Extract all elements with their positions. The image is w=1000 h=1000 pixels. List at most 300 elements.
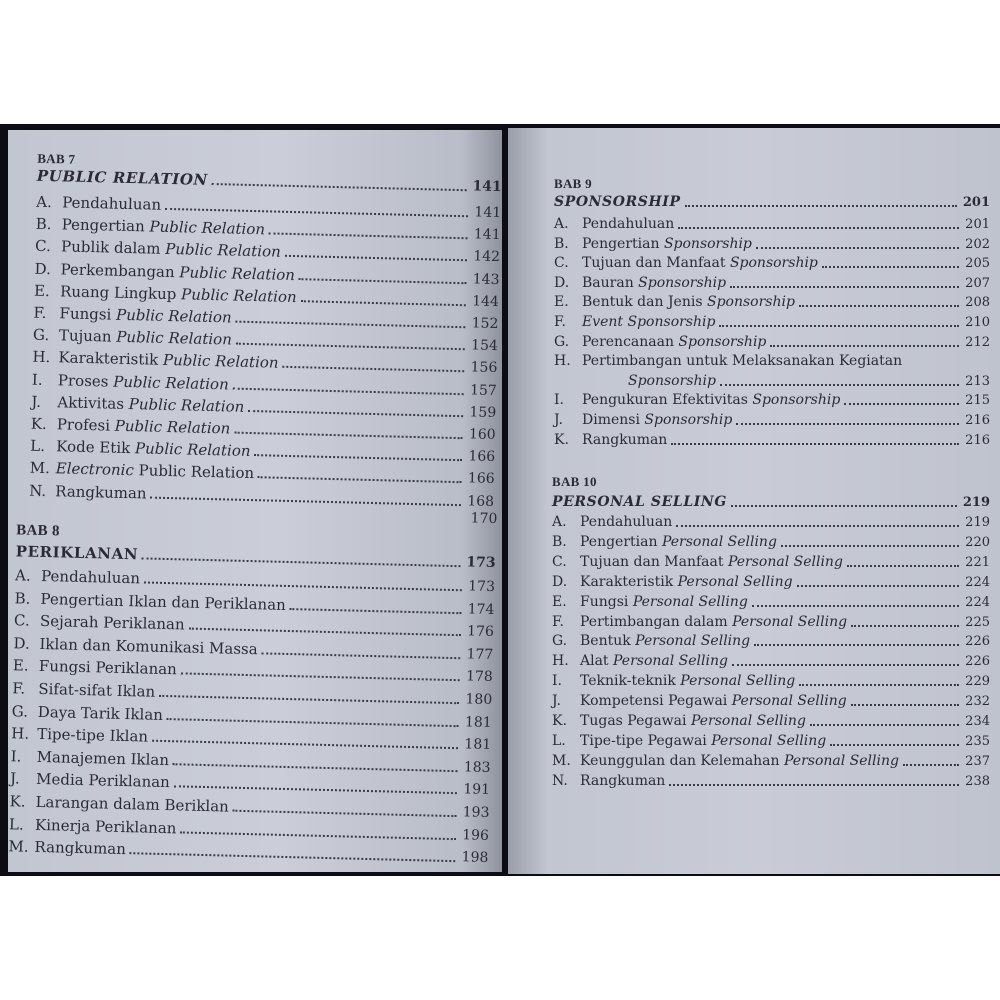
- toc-entry: [554, 294, 990, 311]
- entry-title: [36, 748, 169, 769]
- entry-italic-term: Public Relation: [109, 416, 231, 438]
- entry-italic-term: Public Relation: [111, 305, 232, 327]
- toc-entry: [554, 373, 990, 390]
- leader-dots: [233, 387, 464, 395]
- chapter-number: BAB 7: [37, 150, 76, 167]
- page-number: 221: [965, 554, 990, 570]
- entry-italic-term: Personal Selling: [727, 613, 848, 630]
- toc-entry: [552, 594, 990, 611]
- leader-dots: [731, 505, 957, 507]
- entry-text: Pendahuluan: [580, 514, 673, 530]
- entry-text: Sejarah Periklanan: [39, 612, 185, 634]
- entry-letter: N.: [552, 772, 568, 789]
- entry-letter: B.: [554, 235, 569, 252]
- chapter-title: PERIKLANAN: [15, 542, 139, 564]
- page-number: 201: [962, 195, 990, 210]
- toc-entry: [554, 392, 990, 409]
- entry-italic-term: Event Sponsorship: [582, 314, 716, 330]
- entry-letter: F.: [12, 679, 26, 698]
- entry-italic-term: Personal Selling: [706, 732, 827, 749]
- entry-title: [57, 393, 244, 416]
- entry-title: [35, 815, 177, 836]
- page-number: 181: [464, 713, 492, 731]
- leader-dots: [830, 744, 959, 746]
- entry-title: [580, 733, 826, 750]
- page-number: 193: [462, 804, 490, 821]
- leader-dots: [212, 183, 467, 191]
- page-number: 226: [965, 654, 990, 670]
- toc-entry: [552, 773, 990, 790]
- page-number: 174: [467, 600, 495, 618]
- entry-text: Kompetensi Pegawai: [580, 693, 728, 710]
- page-number: 229: [965, 674, 990, 690]
- toc-entry: [552, 554, 990, 571]
- page-number: 142: [473, 248, 501, 266]
- entry-title: [36, 770, 170, 791]
- entry-text: Sifat-sifat Iklan: [38, 679, 156, 701]
- page-number: 166: [467, 470, 495, 488]
- entry-letter: A.: [554, 216, 569, 232]
- page-number: 160: [468, 426, 496, 444]
- entry-letter: G.: [554, 333, 570, 350]
- page-number: 141: [473, 226, 501, 244]
- toc-entry: [554, 255, 990, 272]
- left-page: [8, 130, 502, 872]
- entry-text: Fungsi: [59, 304, 112, 324]
- page-number: 168: [467, 492, 495, 510]
- page-number: 173: [468, 578, 496, 596]
- page-number: 213: [965, 373, 990, 389]
- leader-dots: [254, 454, 462, 461]
- page-number: 224: [965, 574, 990, 590]
- page-number: 210: [965, 315, 990, 330]
- leader-dots: [720, 384, 959, 386]
- toc-entry: [554, 236, 990, 253]
- entry-letter: H.: [11, 724, 30, 743]
- page-number: 234: [965, 714, 990, 729]
- entry-text: Tipe-tipe Pegawai: [580, 732, 707, 749]
- entry-text: Keunggulan dan Kelemahan: [580, 752, 780, 769]
- entry-italic-term: Sponsorship: [725, 255, 818, 272]
- entry-title: [582, 255, 818, 272]
- entry-text: Tugas Pegawai: [580, 713, 687, 729]
- entry-text: Pengertian: [580, 533, 658, 550]
- entry-letter: E.: [554, 294, 569, 311]
- entry-letter: B.: [14, 588, 31, 608]
- leader-dots: [234, 432, 463, 440]
- leader-dots: [248, 410, 463, 417]
- leader-dots: [165, 208, 468, 217]
- entry-letter: G.: [11, 701, 29, 721]
- page-number: 143: [472, 270, 500, 288]
- entry-text: Kode Etik: [56, 437, 131, 458]
- entry-italic-term: Public Relation: [123, 394, 245, 416]
- entry-italic-term: Public Relation: [144, 217, 266, 239]
- entry-letter: G.: [32, 325, 50, 345]
- entry-italic-term: Public Relation: [174, 262, 296, 284]
- entry-title: [582, 216, 674, 233]
- toc-entry: [554, 412, 990, 429]
- entry-letter: A.: [552, 514, 567, 530]
- entry-italic-term: Sponsorship: [659, 235, 752, 252]
- entry-italic-term: Personal Selling: [727, 693, 847, 710]
- entry-letter: M.: [8, 837, 29, 856]
- toc-entry: [552, 633, 990, 650]
- entry-title: [580, 773, 665, 790]
- entry-letter: K.: [30, 414, 48, 434]
- page-number: 205: [965, 256, 990, 272]
- entry-italic-term: Public Relation: [111, 327, 233, 349]
- page-number: 152: [471, 315, 499, 333]
- entry-text: Perencanaan: [582, 333, 674, 350]
- page-number: 180: [465, 691, 493, 708]
- entry-title: [580, 653, 728, 670]
- entry-text: Pertimbangan dalam: [580, 613, 728, 630]
- entry-title: [34, 838, 126, 858]
- entry-text: Alat: [580, 653, 609, 670]
- chapter-title: PUBLIC RELATION: [36, 166, 209, 189]
- entry-italic-term: Sponsorship: [628, 372, 716, 389]
- entry-title: [582, 412, 732, 429]
- entry-text: Dimensi: [582, 412, 640, 428]
- entry-italic-term: Personal Selling: [630, 633, 751, 650]
- entry-title: [582, 432, 667, 449]
- entry-title: [41, 567, 140, 587]
- leader-dots: [822, 266, 959, 268]
- leader-dots: [810, 724, 959, 726]
- chapter-number: BAB 10: [552, 474, 597, 489]
- entry-title: [580, 693, 847, 710]
- entry-title: [60, 282, 297, 306]
- leader-dots: [847, 565, 959, 567]
- toc-entry: [554, 432, 990, 449]
- page-number: 212: [965, 334, 990, 350]
- page-number: 144: [472, 293, 500, 310]
- toc-entry: [552, 574, 990, 591]
- leader-dots: [799, 305, 959, 307]
- entry-letter: H.: [32, 348, 51, 367]
- entry-letter: D.: [554, 274, 570, 291]
- entry-title: [582, 334, 766, 351]
- entry-italic-term: Sponsorship: [639, 412, 733, 428]
- page-number: 202: [965, 236, 990, 252]
- entry-text: Tujuan dan Manfaat: [580, 553, 724, 570]
- chapter-number: BAB 9: [554, 176, 592, 191]
- leader-dots: [180, 831, 456, 840]
- page-number: 225: [965, 614, 990, 630]
- entry-letter: B.: [35, 214, 52, 234]
- page-number: 208: [965, 295, 990, 311]
- leader-dots: [851, 704, 959, 706]
- right-page: [508, 128, 1000, 874]
- entry-italic-term: Public Relation: [176, 284, 297, 306]
- entry-title: [582, 392, 840, 409]
- entry-letter: H.: [552, 653, 569, 670]
- entry-italic-term: Public Relation: [129, 439, 251, 461]
- entry-title: [580, 633, 750, 650]
- entry-text: Publik dalam: [60, 237, 161, 259]
- entry-letter: D.: [13, 634, 30, 653]
- entry-italic-term: Personal Selling: [673, 573, 793, 590]
- leader-dots: [781, 545, 959, 547]
- leader-dots: [719, 325, 959, 327]
- entry-italic-term: Personal Selling: [628, 593, 748, 610]
- entry-text: Ruang Lingkup: [59, 282, 177, 303]
- entry-title: [35, 793, 229, 816]
- entry-text: Teknik-teknik: [580, 673, 676, 690]
- leader-dots: [671, 443, 959, 445]
- entry-title: [57, 415, 231, 437]
- page-number: 215: [965, 393, 990, 409]
- entry-title: [61, 238, 281, 261]
- entry-title: [582, 275, 726, 292]
- leader-dots: [754, 644, 959, 646]
- page-number: 157: [469, 381, 497, 399]
- leader-dots: [797, 585, 960, 587]
- page-number: 198: [461, 849, 489, 867]
- entry-text: Public Relation: [133, 461, 255, 483]
- entry-italic-term: Public Relation: [160, 240, 281, 262]
- entry-title: [580, 554, 843, 571]
- entry-letter: A.: [14, 566, 31, 585]
- page-number: 226: [965, 634, 990, 650]
- leader-dots: [669, 784, 959, 786]
- entry-title: [582, 236, 752, 253]
- leader-dots: [174, 786, 458, 795]
- entry-italic-term: Personal Selling: [608, 653, 728, 670]
- entry-text: Bentuk dan Jenis: [582, 294, 703, 311]
- page-number: 173: [466, 554, 496, 572]
- entry-letter: C.: [554, 255, 569, 272]
- entry-text: Profesi: [56, 415, 111, 435]
- toc-entry: [552, 753, 990, 770]
- entry-text: Fungsi: [580, 593, 629, 610]
- entry-letter: J.: [9, 769, 20, 788]
- entry-italic-term: Personal Selling: [779, 752, 899, 769]
- entry-letter: L.: [552, 732, 566, 749]
- page-number: 181: [464, 736, 492, 754]
- entry-title: [58, 371, 229, 393]
- page-number: 170: [470, 510, 498, 527]
- entry-letter: L.: [30, 436, 46, 456]
- leader-dots: [189, 628, 462, 637]
- leader-dots: [799, 684, 959, 686]
- page-number: 166: [468, 448, 496, 466]
- entry-italic-term: Electronic: [55, 459, 135, 480]
- chapter-number: BAB 8: [16, 522, 60, 540]
- entry-letter: C.: [552, 553, 567, 570]
- leader-dots: [752, 605, 959, 607]
- entry-letter: L.: [8, 814, 24, 834]
- leader-dots: [844, 403, 959, 405]
- leader-dots: [678, 227, 959, 229]
- entry-text: Pendahuluan: [40, 566, 141, 588]
- page-number: 141: [474, 204, 502, 222]
- page-number: 235: [965, 733, 990, 749]
- page-number: 232: [965, 694, 990, 710]
- left-page-content: [8, 130, 502, 872]
- page-number: 183: [463, 759, 491, 776]
- entry-letter: G.: [552, 633, 568, 650]
- entry-letter: I.: [10, 747, 22, 766]
- leader-dots: [282, 366, 464, 372]
- entry-italic-term: Sponsorship: [702, 294, 795, 311]
- entry-text: Karakteristik: [58, 348, 159, 370]
- chapter-title-row: [552, 494, 990, 511]
- entry-title: [37, 725, 148, 746]
- leader-dots: [299, 278, 467, 284]
- entry-title: [59, 304, 232, 326]
- entry-letter: K.: [552, 713, 567, 729]
- leader-dots: [685, 205, 957, 207]
- entry-title: [580, 713, 806, 730]
- entry-italic-term: Personal Selling: [675, 673, 796, 690]
- page-number: 176: [466, 623, 495, 641]
- entry-text: Bauran: [582, 274, 634, 291]
- entry-text: Daya Tarik Iklan: [37, 702, 164, 724]
- toc-entry: [552, 673, 990, 690]
- page-number: 207: [965, 275, 990, 291]
- leader-dots: [233, 810, 457, 817]
- leader-dots: [290, 608, 462, 614]
- page-number: 216: [965, 413, 990, 428]
- entry-title: [628, 373, 716, 390]
- leader-dots: [285, 255, 468, 261]
- entry-text: Tipe-tipe Iklan: [37, 725, 149, 746]
- entry-title: [580, 673, 795, 690]
- chapter-title: PERSONAL SELLING: [552, 494, 727, 510]
- entry-title: [60, 260, 295, 284]
- entry-letter: M.: [552, 752, 571, 769]
- entry-letter: B.: [552, 533, 567, 550]
- leader-dots: [181, 673, 460, 682]
- leader-dots: [167, 718, 459, 727]
- leader-dots: [736, 423, 959, 425]
- leader-dots: [262, 652, 461, 659]
- entry-title: [38, 702, 164, 723]
- entry-title: [580, 574, 793, 591]
- leader-dots: [150, 496, 461, 506]
- entry-title: [39, 657, 177, 678]
- entry-title: [61, 216, 265, 239]
- entry-text: Media Periklanan: [35, 770, 171, 792]
- entry-letter: E.: [33, 281, 51, 300]
- leader-dots: [144, 581, 462, 591]
- entry-italic-term: Public Relation: [108, 372, 229, 394]
- entry-letter: K.: [554, 431, 569, 448]
- page-number: 201: [965, 217, 990, 232]
- entry-italic-term: Public Relation: [158, 351, 279, 373]
- entry-letter: E.: [552, 593, 567, 610]
- entry-title: [62, 193, 161, 213]
- leader-dots: [258, 477, 462, 484]
- entry-title: [39, 635, 258, 658]
- entry-text: Rangkuman: [34, 838, 127, 859]
- entry-title: [40, 590, 286, 614]
- entry-text: Larangan dalam Beriklan: [35, 792, 230, 816]
- page-number: 238: [965, 773, 990, 789]
- leader-dots: [676, 525, 959, 527]
- entry-text: Perkembangan: [60, 259, 175, 281]
- entry-text: Karakteristik: [580, 573, 674, 590]
- entry-letter: I.: [554, 392, 564, 409]
- entry-letter: I.: [31, 370, 43, 389]
- entry-letter: J.: [552, 693, 561, 710]
- entry-title: [56, 437, 251, 460]
- leader-dots: [173, 763, 458, 772]
- page-number: 178: [465, 668, 493, 686]
- entry-letter: A.: [36, 192, 53, 212]
- entry-letter: K.: [9, 792, 26, 811]
- chapter-title-row: [554, 194, 990, 211]
- leader-dots: [269, 233, 468, 240]
- entry-letter: D.: [552, 573, 568, 590]
- toc-entry: [554, 334, 990, 351]
- toc-entry: [552, 733, 990, 750]
- entry-letter: J.: [554, 412, 563, 428]
- entry-italic-term: Personal Selling: [723, 553, 843, 570]
- page-number: 177: [466, 646, 494, 663]
- page-number: 156: [470, 359, 498, 377]
- entry-title: [580, 534, 777, 551]
- entry-title: [55, 482, 147, 502]
- entry-text: Rangkuman: [582, 431, 668, 448]
- entry-text: Pengertian: [61, 215, 145, 236]
- leader-dots: [130, 852, 456, 862]
- entry-title: [40, 612, 185, 634]
- entry-text: Rangkuman: [54, 481, 147, 503]
- entry-title: [582, 294, 795, 311]
- entry-text: Kinerja Periklanan: [34, 815, 177, 837]
- entry-italic-term: Sponsorship: [633, 274, 727, 291]
- leader-dots: [142, 557, 460, 567]
- toc-entry: [554, 353, 990, 370]
- entry-title: [580, 514, 672, 531]
- entry-title: [582, 353, 902, 370]
- page-number: 219: [965, 515, 990, 530]
- entry-letter: D.: [34, 259, 52, 278]
- entry-italic-term: Sponsorship: [673, 333, 767, 350]
- page-number: 159: [469, 404, 497, 421]
- entry-letter: F.: [33, 303, 47, 322]
- leader-dots: [851, 625, 959, 627]
- entry-title: [58, 349, 279, 372]
- entry-title: [59, 326, 232, 348]
- entry-italic-term: Personal Selling: [686, 713, 806, 729]
- toc-entry: [554, 216, 990, 233]
- entry-text: Pendahuluan: [62, 193, 162, 214]
- entry-text: Iklan dan Komunikasi Massa: [39, 634, 258, 659]
- entry-title: [582, 314, 715, 331]
- leader-dots: [732, 664, 959, 666]
- entry-text: Pertimbangan untuk Melaksanakan Kegiatan: [582, 353, 903, 370]
- page-number: 196: [461, 826, 490, 844]
- entry-text: Tujuan dan Manfaat: [582, 255, 726, 272]
- right-page-content: [508, 128, 1000, 874]
- toc-entry: [552, 514, 990, 531]
- entry-text: Pendahuluan: [582, 216, 675, 232]
- entry-letter: I.: [552, 673, 562, 690]
- entry-text: Rangkuman: [580, 772, 666, 789]
- page-number: 219: [962, 495, 990, 510]
- entry-text: Pengertian Iklan dan Periklanan: [40, 589, 287, 614]
- page-number: 216: [965, 432, 990, 448]
- entry-letter: M.: [29, 459, 51, 478]
- entry-title: [580, 753, 899, 770]
- entry-letter: F.: [554, 314, 566, 330]
- toc-entry: [552, 693, 990, 710]
- chapter-title: SPONSORSHIP: [554, 194, 681, 210]
